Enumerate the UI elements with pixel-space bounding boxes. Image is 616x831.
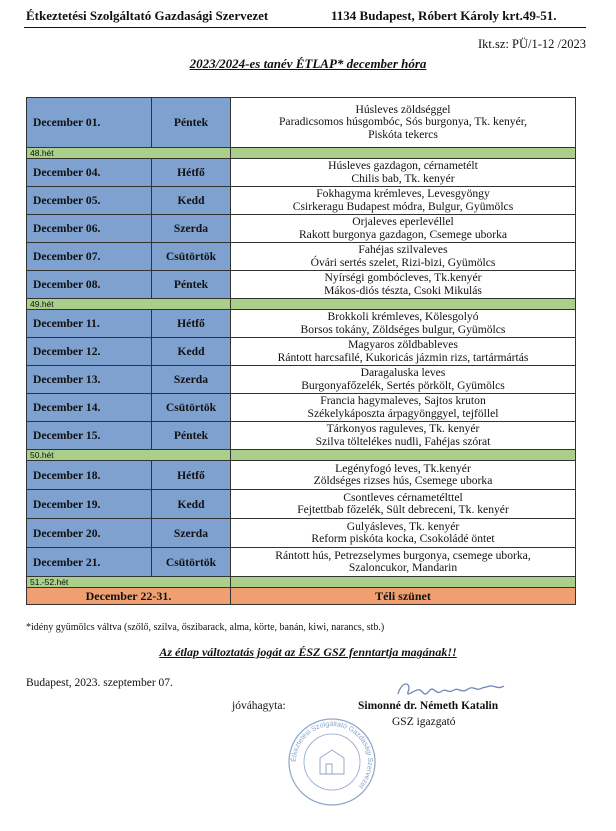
menu-dish-line: Nyírségi gombócleves, Tk.kenyér bbox=[324, 271, 482, 284]
menu-dishes bbox=[231, 422, 576, 450]
menu-dish-line: Gulyásleves, Tk. kenyér bbox=[346, 519, 460, 533]
menu-dishes bbox=[231, 461, 576, 490]
menu-dish-line: Rántott harcsafilé, Kukoricás jázmin rizs, tartármártás bbox=[277, 350, 529, 364]
menu-dish-line: Burgonyafőzelék, Sertés pörkölt, Gyümölcs bbox=[301, 378, 505, 392]
week-separator-cell bbox=[231, 450, 576, 461]
week-separator-row bbox=[27, 450, 576, 461]
menu-title: 2023/2024-es tanév ÉTLAP* december hóra bbox=[189, 56, 427, 71]
menu-day-row bbox=[27, 271, 576, 299]
menu-day-row bbox=[27, 519, 576, 548]
menu-weekday: Kedd bbox=[152, 338, 231, 366]
menu-dish-line: Fahéjas szilvaleves bbox=[358, 243, 448, 256]
menu-dish-line: Brokkoli krémleves, Kölesgolyó bbox=[327, 310, 479, 323]
menu-dish-line: Rakott burgonya gazdagon, Csemege uborka bbox=[298, 227, 508, 241]
menu-dishes bbox=[231, 159, 576, 187]
menu-dish-line: Orjaleves eperlevéllel bbox=[352, 215, 454, 228]
menu-dish-line: Rántott hús, Petrezselymes burgonya, csemege uborka, bbox=[275, 548, 531, 562]
menu-dishes bbox=[231, 215, 576, 243]
week-separator-row bbox=[27, 148, 576, 159]
menu-weekday: Péntek bbox=[152, 422, 231, 450]
menu-dish-line: Chilis bab, Tk. kenyér bbox=[351, 171, 455, 185]
menu-dishes bbox=[231, 519, 576, 548]
menu-dish-line: Csontleves cérnametélttel bbox=[343, 490, 463, 504]
menu-weekday: Szerda bbox=[152, 366, 231, 394]
week-label: 50.hét bbox=[27, 450, 231, 461]
menu-dish-line: Borsos tokány, Zöldséges bulgur, Gyümölcs bbox=[300, 322, 506, 336]
menu-weekday: Csütörtök bbox=[152, 243, 231, 271]
menu-dish-line: Székelykáposzta árpagyönggyel, tejföllel bbox=[307, 406, 499, 420]
menu-dish-line: Csirkeragu Budapest módra, Bulgur, Gyümölcs bbox=[292, 199, 514, 213]
menu-day-row bbox=[27, 215, 576, 243]
approval-label: jóváhagyta: bbox=[232, 700, 286, 712]
menu-dishes bbox=[231, 366, 576, 394]
menu-date: December 05. bbox=[27, 187, 152, 215]
menu-dish-line: Legényfogó leves, Tk.kenyér bbox=[335, 461, 471, 475]
menu-day-row bbox=[27, 159, 576, 187]
menu-weekday: Péntek bbox=[152, 271, 231, 299]
menu-dish-line: Mákos-diós tészta, Csoki Mikulás bbox=[324, 283, 482, 297]
week-separator-cell bbox=[231, 148, 576, 159]
menu-date: December 18. bbox=[27, 461, 152, 490]
menu-date: December 06. bbox=[27, 215, 152, 243]
menu-weekday: Szerda bbox=[152, 519, 231, 548]
menu-dish-line: Fejtettbab főzelék, Sült debreceni, Tk. kenyér bbox=[297, 503, 509, 516]
stamp-text: Étkeztetési Szolgáltató Gazdasági Szervezet bbox=[290, 720, 374, 790]
menu-dish-line: Fokhagyma krémleves, Levesgyöngy bbox=[316, 187, 490, 200]
menu-weekday: Péntek bbox=[152, 98, 231, 148]
menu-dish-line: Paradicsomos húsgombóc, Sós burgonya, Tk. kenyér, bbox=[278, 115, 528, 129]
menu-dishes bbox=[231, 338, 576, 366]
week-separator-row bbox=[27, 299, 576, 310]
holiday-date: December 22-31. bbox=[27, 588, 231, 605]
menu-weekday: Kedd bbox=[152, 187, 231, 215]
menu-dishes bbox=[231, 310, 576, 338]
header-rule bbox=[24, 27, 586, 28]
menu-date: December 08. bbox=[27, 271, 152, 299]
menu-date: December 20. bbox=[27, 519, 152, 548]
menu-date: December 21. bbox=[27, 548, 152, 577]
menu-weekday: Hétfő bbox=[152, 461, 231, 490]
menu-date: December 13. bbox=[27, 366, 152, 394]
menu-day-row bbox=[27, 548, 576, 577]
menu-weekday: Hétfő bbox=[152, 159, 231, 187]
menu-day-row bbox=[27, 187, 576, 215]
menu-day-row bbox=[27, 422, 576, 450]
menu-dish-line: Piskóta tekercs bbox=[368, 127, 438, 141]
menu-table bbox=[26, 97, 576, 605]
menu-dishes bbox=[231, 548, 576, 577]
reference-number: Ikt.sz: PÜ/1-12 /2023 bbox=[478, 37, 586, 51]
week-separator-cell bbox=[231, 577, 576, 588]
menu-weekday: Kedd bbox=[152, 490, 231, 519]
menu-dish-line: Tárkonyos raguleves, Tk. kenyér bbox=[326, 422, 480, 435]
menu-date: December 07. bbox=[27, 243, 152, 271]
menu-dish-line: Szaloncukor, Mandarin bbox=[348, 561, 458, 574]
menu-dish-line: Daragaluska leves bbox=[360, 366, 446, 379]
signer-name: Simonné dr. Németh Katalin bbox=[358, 700, 499, 712]
week-separator-row bbox=[27, 577, 576, 588]
organization-address: 1134 Budapest, Róbert Károly krt.49-51. bbox=[331, 8, 557, 23]
menu-day-row bbox=[27, 98, 576, 148]
holiday-label: Téli szünet bbox=[231, 588, 576, 605]
footnote: *idény gyümölcs váltva (szőlő, szilva, őszibarack, alma, körte, banán, kiwi, narancs, stb.) bbox=[26, 622, 385, 633]
menu-day-row bbox=[27, 338, 576, 366]
menu-dish-line: Húsleves zöldséggel bbox=[355, 102, 451, 116]
menu-day-row bbox=[27, 394, 576, 422]
week-label: 51.-52.hét bbox=[27, 577, 231, 588]
menu-day-row bbox=[27, 461, 576, 490]
menu-weekday: Csütörtök bbox=[152, 548, 231, 577]
menu-date: December 15. bbox=[27, 422, 152, 450]
menu-weekday: Szerda bbox=[152, 215, 231, 243]
week-separator-cell bbox=[231, 299, 576, 310]
menu-date: December 12. bbox=[27, 338, 152, 366]
menu-dish-line: Szilva töltelékes nudli, Fahéjas szórat bbox=[315, 434, 491, 448]
holiday-row bbox=[27, 588, 576, 605]
menu-date: December 04. bbox=[27, 159, 152, 187]
menu-dishes bbox=[231, 271, 576, 299]
menu-dish-line: Magyaros zöldbableves bbox=[348, 338, 458, 351]
menu-dish-line: Zöldséges rizses hús, Csemege uborka bbox=[313, 474, 493, 487]
menu-date: December 14. bbox=[27, 394, 152, 422]
organization-name: Étkeztetési Szolgáltató Gazdasági Szervezet bbox=[26, 8, 269, 23]
menu-table-body bbox=[27, 98, 576, 588]
menu-day-row bbox=[27, 310, 576, 338]
menu-date: December 11. bbox=[27, 310, 152, 338]
menu-day-row bbox=[27, 243, 576, 271]
menu-dish-line: Óvári sertés szelet, Rizi-bizi, Gyümölcs bbox=[310, 255, 496, 269]
week-label: 48.hét bbox=[27, 148, 231, 159]
menu-dishes bbox=[231, 394, 576, 422]
menu-dish-line: Húsleves gazdagon, cérnametélt bbox=[328, 159, 478, 172]
menu-date: December 01. bbox=[27, 98, 152, 148]
menu-weekday: Csütörtök bbox=[152, 394, 231, 422]
menu-weekday: Hétfő bbox=[152, 310, 231, 338]
signer-role: GSZ igazgató bbox=[392, 716, 456, 728]
week-label: 49.hét bbox=[27, 299, 231, 310]
menu-dishes bbox=[231, 187, 576, 215]
official-stamp bbox=[286, 716, 378, 808]
menu-day-row bbox=[27, 490, 576, 519]
menu-dishes bbox=[231, 243, 576, 271]
menu-dish-line: Francia hagymaleves, Sajtos kruton bbox=[320, 394, 486, 407]
menu-dish-line: Reform piskóta kocka, Csokoládé öntet bbox=[311, 532, 495, 545]
menu-dishes bbox=[231, 490, 576, 519]
place-date: Budapest, 2023. szeptember 07. bbox=[26, 677, 173, 689]
change-notice: Az étlap változtatás jogát az ÉSZ GSZ fenntartja magának!! bbox=[159, 645, 457, 659]
menu-dishes bbox=[231, 98, 576, 148]
menu-date: December 19. bbox=[27, 490, 152, 519]
menu-day-row bbox=[27, 366, 576, 394]
